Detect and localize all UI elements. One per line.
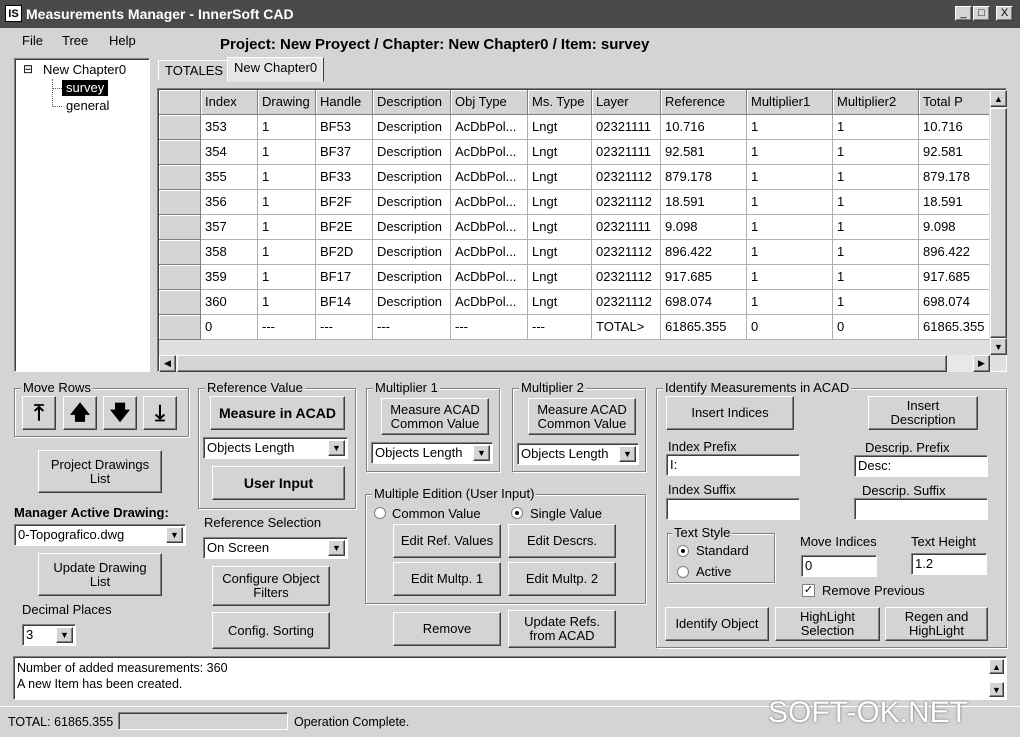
vertical-scrollbar[interactable] [990,90,1007,355]
reference-selection-label: Reference Selection [204,515,322,530]
update-refs-button[interactable]: Update Refs. from ACAD [508,610,616,648]
multiplier2-title: Multiplier 2 [521,380,584,395]
watermark-logo: SOFT-OK.NET [768,696,969,729]
move-down-icon[interactable]: 🡇 [103,396,137,430]
table-cell[interactable]: 698.074 [661,290,747,315]
table-cell[interactable]: 355 [201,165,258,190]
config-sorting-button[interactable]: Config. Sorting [212,612,330,649]
table-cell[interactable]: AcDbPol... [451,240,528,265]
tab-new-chapter0[interactable]: New Chapter0 [227,57,324,82]
measurements-grid[interactable] [157,88,1007,372]
row-selector[interactable] [159,140,201,165]
user-input-button[interactable]: User Input [212,466,345,500]
update-drawing-list-button[interactable]: Update Drawing List [38,553,162,596]
table-cell[interactable]: 1 [747,290,833,315]
column-header[interactable]: Drawing [258,90,316,115]
project-path: Project: New Proyect / Chapter: New Chapter0 / Item: survey [220,36,650,53]
table-cell[interactable]: 1 [833,265,919,290]
table-cell[interactable]: 1 [747,190,833,215]
row-selector[interactable] [159,240,201,265]
remove-previous-label: Remove Previous [822,583,925,598]
table-cell[interactable]: Lngt [528,190,592,215]
column-header[interactable]: Total P [919,90,989,115]
move-top-icon[interactable]: ⤒ [22,396,56,430]
descrip-prefix-input[interactable]: Desc: [854,455,988,477]
table-cell[interactable]: 1 [258,265,316,290]
column-header[interactable]: Ms. Type [528,90,592,115]
index-prefix-input[interactable]: I: [666,454,800,476]
descrip-suffix-input[interactable] [854,498,988,520]
table-cell[interactable]: 02321111 [592,215,661,240]
move-rows-title: Move Rows [23,380,91,395]
tree-line [52,106,62,107]
table-cell[interactable]: 02321111 [592,115,661,140]
descrip-suffix-label: Descrip. Suffix [862,483,946,498]
chevron-down-icon[interactable]: ▼ [328,540,345,556]
common-value-label: Common Value [392,506,481,521]
table-cell[interactable]: 02321112 [592,165,661,190]
table-cell[interactable]: 357 [201,215,258,240]
standard-label: Standard [696,543,749,558]
table-cell[interactable]: 1 [833,140,919,165]
tree-collapse-icon[interactable]: ⊟ [23,62,34,76]
manager-active-drawing-label: Manager Active Drawing: [14,505,169,520]
project-drawings-button[interactable]: Project Drawings List [38,450,162,493]
table-cell[interactable]: 1 [258,215,316,240]
reference-value-select[interactable] [203,437,348,459]
table-cell[interactable]: 02321112 [592,190,661,215]
table-cell[interactable]: BF2E [316,215,373,240]
move-bottom-icon[interactable]: ⤓ [143,396,177,430]
maximize-button[interactable]: □ [973,6,990,21]
table-cell[interactable]: Description [373,115,451,140]
highlight-selection-button[interactable]: HighLight Selection [775,607,880,641]
table-cell[interactable]: Lngt [528,140,592,165]
table-cell[interactable]: 360 [201,290,258,315]
table-cell[interactable]: Lngt [528,240,592,265]
chevron-down-icon[interactable]: ▼ [166,527,183,543]
menu-file[interactable]: File [22,33,43,48]
single-value-label: Single Value [530,506,603,521]
multiplier1-select[interactable] [371,442,493,464]
text-style-title: Text Style [674,525,731,540]
hscroll-thumb[interactable] [177,355,947,372]
text-height-input[interactable]: 1.2 [911,553,987,575]
table-cell[interactable]: BF53 [316,115,373,140]
row-selector[interactable] [159,315,201,340]
table-cell[interactable]: 9.098 [919,215,989,240]
table-cell[interactable]: 356 [201,190,258,215]
standard-radio[interactable] [677,545,689,557]
table-cell[interactable]: 02321112 [592,265,661,290]
table-cell[interactable]: AcDbPol... [451,140,528,165]
reference-selection-value: On Screen [207,540,270,555]
configure-object-filters-button[interactable]: Configure Object Filters [212,566,330,606]
table-cell[interactable]: 61865.355 [919,315,989,340]
common-value-radio[interactable] [374,507,386,519]
tree-node-general[interactable]: general [66,98,110,113]
chevron-down-icon[interactable]: ▼ [619,446,636,462]
table-cell[interactable]: 358 [201,240,258,265]
table-cell[interactable]: 1 [747,215,833,240]
move-up-icon[interactable]: 🡅 [63,396,97,430]
tree-node-chapter[interactable]: New Chapter0 [43,62,127,77]
tab-totales[interactable]: TOTALES [158,60,230,81]
log-scroll-up-icon[interactable]: ▲ [989,659,1004,674]
table-cell[interactable]: 02321112 [592,290,661,315]
active-radio[interactable] [677,566,689,578]
title-bar [0,0,1020,28]
table-cell[interactable]: Lngt [528,165,592,190]
table-cell[interactable]: 1 [833,290,919,315]
multiplier2-value: Objects Length [521,446,609,461]
table-cell[interactable]: AcDbPol... [451,190,528,215]
app-icon: IS [5,5,22,22]
row-selector[interactable] [159,165,201,190]
table-cell[interactable]: 02321111 [592,140,661,165]
index-suffix-label: Index Suffix [668,482,736,497]
table-cell[interactable]: 1 [747,165,833,190]
table-cell[interactable]: BF33 [316,165,373,190]
move-indices-label: Move Indices [800,534,877,549]
tree-line [52,88,62,89]
measure-in-acad-button[interactable]: Measure in ACAD [210,396,345,430]
table-cell[interactable]: BF2F [316,190,373,215]
table-cell[interactable]: 698.074 [919,290,989,315]
column-header[interactable]: Multiplier2 [833,90,919,115]
table-cell[interactable]: --- [528,315,592,340]
column-header[interactable]: Index [201,90,258,115]
row-selector[interactable] [159,265,201,290]
table-cell[interactable]: --- [316,315,373,340]
table-cell[interactable]: 917.685 [919,265,989,290]
table-cell[interactable]: 879.178 [919,165,989,190]
status-message: Operation Complete. [294,715,410,729]
regen-highlight-button[interactable]: Regen and HighLight [885,607,988,641]
chevron-down-icon[interactable]: ▼ [473,445,490,461]
progress-bar [118,712,288,730]
reference-value-title: Reference Value [207,380,303,395]
column-header[interactable]: Obj Type [451,90,528,115]
table-cell[interactable]: 0 [833,315,919,340]
edit-multp2-button[interactable]: Edit Multp. 2 [508,562,616,596]
table-cell[interactable]: 353 [201,115,258,140]
table-cell[interactable]: Description [373,290,451,315]
table-cell[interactable]: 92.581 [661,140,747,165]
edit-descrs-button[interactable]: Edit Descrs. [508,524,616,558]
scroll-left-icon[interactable]: ◀ [159,355,176,372]
table-cell[interactable]: 1 [833,190,919,215]
table-cell[interactable]: AcDbPol... [451,115,528,140]
active-label: Active [696,564,732,579]
table-cell[interactable]: 1 [747,140,833,165]
table-cell[interactable]: 1 [747,240,833,265]
multiplier1-value: Objects Length [375,445,463,460]
table-cell[interactable]: Lngt [528,290,592,315]
table-cell[interactable]: Description [373,190,451,215]
table-cell[interactable]: Lngt [528,265,592,290]
chevron-down-icon[interactable]: ▼ [56,627,73,643]
table-cell[interactable]: 896.422 [661,240,747,265]
window-title: Measurements Manager - InnerSoft CAD [26,6,294,22]
multiplier1-measure-button[interactable]: Measure ACAD Common Value [381,398,489,435]
multiplier2-select[interactable] [517,443,639,465]
minimize-button[interactable]: _ [955,6,972,21]
table-cell[interactable]: AcDbPol... [451,215,528,240]
column-header[interactable]: Layer [592,90,661,115]
table-cell[interactable]: --- [373,315,451,340]
table-cell[interactable]: 92.581 [919,140,989,165]
table-cell[interactable]: 896.422 [919,240,989,265]
table-cell[interactable]: 1 [747,265,833,290]
column-header[interactable]: Reference [661,90,747,115]
column-header[interactable]: Description [373,90,451,115]
index-prefix-label: Index Prefix [668,439,737,454]
table-cell[interactable]: BF37 [316,140,373,165]
table-cell[interactable]: 1 [833,115,919,140]
table-cell[interactable]: 9.098 [661,215,747,240]
table-cell[interactable]: Description [373,165,451,190]
table-cell[interactable]: 359 [201,265,258,290]
table-cell[interactable]: Description [373,240,451,265]
grid-corner[interactable] [159,90,201,115]
remove-previous-checkbox[interactable]: ✓ [803,584,814,596]
status-total: TOTAL: 61865.355 [8,715,114,729]
table-cell[interactable]: 1 [258,190,316,215]
table-cell[interactable]: 1 [258,165,316,190]
table-cell[interactable]: Description [373,215,451,240]
insert-description-button[interactable]: Insert Description [868,396,978,430]
reference-selection-select[interactable] [203,537,348,559]
chevron-down-icon[interactable]: ▼ [328,440,345,456]
tree-node-survey[interactable]: survey [62,80,108,96]
scroll-up-icon[interactable]: ▲ [990,90,1007,107]
table-cell[interactable]: --- [258,315,316,340]
descrip-prefix-label: Descrip. Prefix [865,440,950,455]
table-cell[interactable]: 0 [747,315,833,340]
table-cell[interactable]: TOTAL> [592,315,661,340]
decimal-places-label: Decimal Places [22,602,112,617]
row-selector[interactable] [159,190,201,215]
table-cell[interactable]: AcDbPol... [451,265,528,290]
menu-tree[interactable]: Tree [62,33,89,48]
project-tree[interactable] [14,58,150,372]
grid-body [159,90,989,355]
multiple-edition-title: Multiple Edition (User Input) [374,486,535,501]
table-cell[interactable]: 1 [747,115,833,140]
column-header[interactable]: Handle [316,90,373,115]
identify-title: Identify Measurements in ACAD [665,380,850,395]
table-cell[interactable]: 879.178 [661,165,747,190]
table-cell[interactable]: 1 [833,165,919,190]
log-line: A new Item has been created. [17,677,183,691]
table-cell[interactable]: 1 [258,140,316,165]
scroll-down-icon[interactable]: ▼ [990,338,1007,355]
table-cell[interactable]: 1 [258,290,316,315]
table-cell[interactable]: 61865.355 [661,315,747,340]
table-cell[interactable]: 18.591 [919,190,989,215]
scroll-thumb[interactable] [990,108,1007,338]
remove-button[interactable]: Remove [393,612,501,646]
table-cell[interactable]: 1 [258,240,316,265]
table-cell[interactable]: 917.685 [661,265,747,290]
table-cell[interactable]: 1 [833,215,919,240]
table-cell[interactable]: 02321112 [592,240,661,265]
row-selector[interactable] [159,115,201,140]
table-cell[interactable]: Lngt [528,215,592,240]
index-suffix-input[interactable] [666,498,800,520]
table-cell[interactable]: 18.591 [661,190,747,215]
row-selector[interactable] [159,215,201,240]
multiplier1-title: Multiplier 1 [375,380,438,395]
table-cell[interactable]: AcDbPol... [451,165,528,190]
table-cell[interactable]: Description [373,140,451,165]
row-selector[interactable] [159,290,201,315]
insert-indices-button[interactable]: Insert Indices [666,396,794,430]
scroll-right-icon[interactable]: ▶ [973,355,990,372]
move-indices-input[interactable]: 0 [801,555,877,577]
horizontal-scrollbar[interactable] [159,355,990,372]
reference-value-selected: Objects Length [207,440,295,455]
table-cell[interactable]: BF2D [316,240,373,265]
decimal-places-value: 3 [26,627,34,642]
table-cell[interactable]: Lngt [528,115,592,140]
table-cell[interactable]: BF17 [316,265,373,290]
log-scroll-down-icon[interactable]: ▼ [989,682,1004,697]
table-cell[interactable]: 0 [201,315,258,340]
table-cell[interactable]: --- [451,315,528,340]
tree-line [52,79,53,107]
table-cell[interactable]: 1 [833,240,919,265]
table-cell[interactable]: 354 [201,140,258,165]
table-cell[interactable]: 10.716 [919,115,989,140]
table-cell[interactable]: 1 [258,115,316,140]
decimal-places-select[interactable] [22,624,76,646]
edit-ref-values-button[interactable]: Edit Ref. Values [393,524,501,558]
active-drawing-select[interactable] [14,524,186,546]
close-button[interactable]: X [996,6,1013,21]
identify-object-button[interactable]: Identify Object [665,607,769,641]
text-height-label: Text Height [911,534,977,549]
menu-help[interactable]: Help [109,33,136,48]
table-cell[interactable]: AcDbPol... [451,290,528,315]
active-drawing-value: 0-Topografico.dwg [18,527,125,542]
multiplier2-measure-button[interactable]: Measure ACAD Common Value [528,398,636,435]
table-cell[interactable]: 10.716 [661,115,747,140]
table-cell[interactable]: BF14 [316,290,373,315]
column-header[interactable]: Multiplier1 [747,90,833,115]
edit-multp1-button[interactable]: Edit Multp. 1 [393,562,501,596]
table-cell[interactable]: Description [373,265,451,290]
log-line: Number of added measurements: 360 [17,661,228,675]
single-value-radio[interactable] [511,507,523,519]
